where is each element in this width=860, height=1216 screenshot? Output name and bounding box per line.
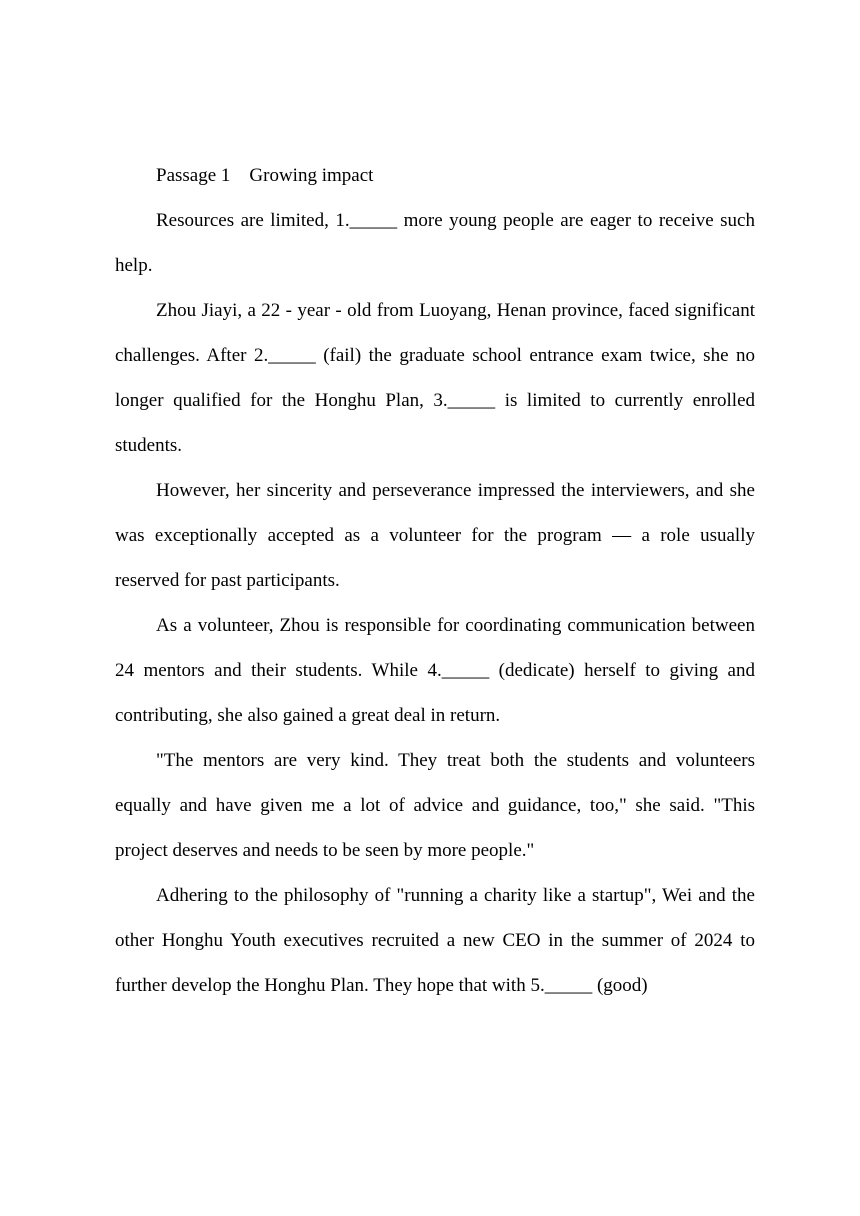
- paragraph-5: "The mentors are very kind. They treat both the students and volunteers equally and have given me a lot of advice and guidance, too," she said. "This project deserves and needs to be seen by more people.": [115, 750, 755, 861]
- paragraph-1: Resources are limited, 1._____ more young people are eager to receive such help.: [115, 210, 755, 276]
- passage-title: Passage 1 Growing impact: [156, 165, 374, 186]
- paragraph-6: Adhering to the philosophy of "running a charity like a startup", Wei and the other Honghu Youth executives recruited a new CEO in the summer of 2024 to further develop the Honghu Plan. They hope that with 5._____ (good): [115, 885, 755, 996]
- paragraph-2: Zhou Jiayi, a 22 - year - old from Luoyang, Henan province, faced significant challenges. After 2._____ (fail) the graduate school entrance exam twice, she no longer qualified for the Honghu Plan, 3._____ is limited to currently enrolled students.: [115, 300, 755, 456]
- document-page: [115, 153, 755, 1008]
- paragraph-4: As a volunteer, Zhou is responsible for coordinating communication between 24 mentors and their students. While 4._____ (dedicate) herself to giving and contributing, she also gained a great deal in return.: [115, 615, 755, 726]
- paragraph-3: However, her sincerity and perseverance impressed the interviewers, and she was exceptionally accepted as a volunteer for the program — a role usually reserved for past participants.: [115, 480, 755, 591]
